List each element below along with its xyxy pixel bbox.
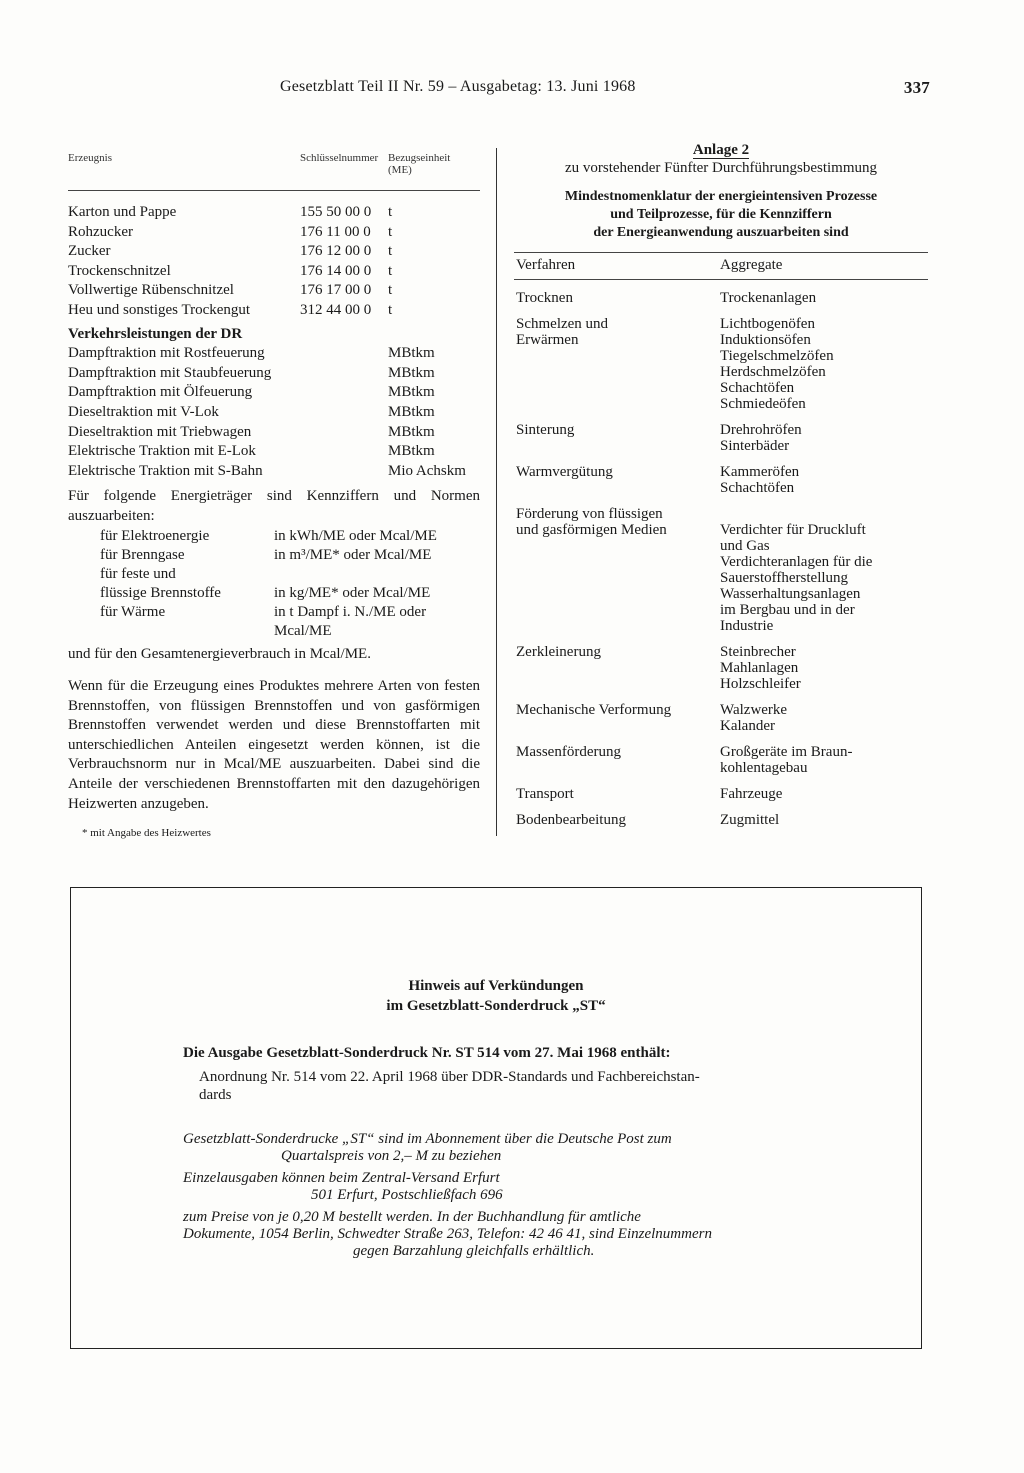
process-unit: kohlentagebau: [720, 760, 808, 776]
product-list: [68, 203, 480, 321]
process-row: [514, 744, 928, 776]
process-unit: Wasserhaltungsanlagen: [720, 586, 861, 602]
energy-row: [100, 622, 480, 641]
process-unit: Verdichteranlagen für die: [720, 554, 873, 570]
process-row: [514, 644, 928, 692]
notice-single-2: 501 Erfurt, Postschließfach 696: [311, 1187, 503, 1203]
product-code: 176 14 00 0: [300, 262, 372, 279]
process-row: [514, 316, 928, 412]
process-unit: Industrie: [720, 618, 774, 634]
process-row: [514, 506, 928, 634]
product-row: [68, 223, 480, 243]
traffic-unit: Mio Achskm: [388, 462, 466, 479]
product-code: 155 50 00 0: [300, 204, 372, 220]
process-unit: im Bergbau und in der: [720, 602, 855, 618]
process-row: [514, 464, 928, 496]
energy-row: [100, 565, 480, 584]
energy-name: flüssige Brennstoffe: [100, 584, 221, 601]
traffic-unit: MBtkm: [388, 345, 435, 362]
product-row: [68, 242, 480, 262]
energy-intro: Für folgende Energieträger sind Kennziffern und Normen auszuarbeiten:: [68, 488, 480, 524]
column-divider: [496, 148, 497, 836]
process-method: Transport: [516, 786, 574, 802]
traffic-name: Dieseltraktion mit V-Lok: [68, 403, 219, 420]
product-code: 176 12 00 0: [300, 243, 372, 260]
col-product: Erzeugnis: [68, 152, 112, 164]
traffic-unit: MBtkm: [388, 423, 435, 440]
energy-row: [100, 546, 480, 565]
process-row: [514, 290, 928, 306]
traffic-row: [68, 462, 480, 482]
energy-unit: in kWh/ME oder Mcal/ME: [274, 527, 437, 544]
traffic-name: Dieseltraktion mit Triebwagen: [68, 423, 252, 440]
col-units: Aggregate: [720, 257, 783, 273]
process-unit: Fahrzeuge: [720, 786, 783, 802]
process-unit: Schmiedeöfen: [720, 396, 806, 412]
traffic-name: Elektrische Traktion mit S-Bahn: [68, 462, 263, 479]
product-name: Heu und sonstiges Trockengut: [68, 301, 251, 318]
energy-row: [100, 527, 480, 546]
notice-title-1: Hinweis auf Verkündungen: [408, 978, 584, 994]
energy-unit: in m³/ME* oder Mcal/ME: [274, 546, 432, 563]
process-unit: Verdichter für Druckluft: [720, 522, 866, 538]
process-method: Bodenbearbeitung: [516, 812, 626, 828]
energy-row: [100, 603, 480, 622]
process-units: [720, 422, 928, 454]
process-method: Mechanische Verformung: [516, 702, 672, 718]
product-unit: t: [388, 262, 393, 279]
section-heading: Verkehrsleistungen der DR: [68, 325, 243, 342]
energy-name: für Wärme: [100, 603, 166, 620]
product-code: 176 11 00 0: [300, 223, 371, 240]
energy-unit: in t Dampf i. N./ME oder: [274, 603, 427, 620]
process-method: Schmelzen und Erwärmen: [516, 316, 609, 348]
product-row: [68, 301, 480, 321]
product-row: [68, 203, 480, 223]
traffic-row: [68, 364, 480, 384]
traffic-row: [68, 423, 480, 443]
notice-box: [70, 887, 922, 1349]
process-unit: Schachtöfen: [720, 380, 795, 396]
process-unit: Kalander: [720, 718, 775, 734]
process-units: [720, 316, 928, 412]
process-unit: Zugmittel: [720, 812, 780, 828]
page-number: 337: [903, 78, 930, 97]
col-method: Verfahren: [516, 257, 576, 273]
process-unit: Steinbrecher: [720, 644, 796, 660]
process-unit: Drehrohröfen: [720, 422, 802, 438]
header-title: Gesetzblatt Teil II Nr. 59 – Ausgabetag: 13. Juni 1968: [280, 78, 636, 95]
process-unit: Tiegelschmelzöfen: [720, 348, 834, 364]
process-units: [720, 744, 928, 776]
notice-price-2: Dokumente, 1054 Berlin, Schwedter Straße 263, Telefon: 42 46 41, sind Einzelnummern: [183, 1226, 712, 1242]
process-method: Warmvergütung: [516, 464, 613, 480]
col-unit: Bezugseinheit (ME): [388, 152, 451, 176]
product-code: 176 17 00 0: [300, 282, 372, 299]
traffic-row: [68, 344, 480, 364]
process-method: Trocknen: [516, 290, 573, 306]
process-unit: Herdschmelzöfen: [720, 364, 826, 380]
process-row: [514, 812, 928, 828]
process-units: [720, 290, 928, 306]
total-consumption: und für den Gesamtenergieverbrauch in Mcal/ME.: [68, 645, 371, 662]
traffic-name: Elektrische Traktion mit E-Lok: [68, 443, 256, 460]
process-unit: Sauerstoffherstellung: [720, 570, 849, 586]
energy-name: für feste und: [100, 565, 176, 582]
product-row: [68, 262, 480, 282]
notice-title-2: im Gesetzblatt-Sonderdruck „ST“: [386, 998, 606, 1014]
traffic-unit: MBtkm: [388, 443, 435, 460]
traffic-row: [68, 403, 480, 423]
notice-issue: Die Ausgabe Gesetzblatt-Sonderdruck Nr. ST 514 vom 27. Mai 1968 enthält:: [183, 1045, 671, 1061]
traffic-unit: MBtkm: [388, 384, 435, 401]
process-unit: Lichtbogenöfen: [720, 316, 815, 332]
process-unit: Großgeräte im Braun-: [720, 744, 853, 760]
process-unit: Schachtöfen: [720, 480, 795, 496]
process-units: [720, 506, 928, 634]
process-units: [720, 786, 928, 802]
process-unit: Sinterbäder: [720, 438, 790, 454]
traffic-row: [68, 442, 480, 462]
process-units: [720, 702, 928, 734]
traffic-name: Dampftraktion mit Staubfeuerung: [68, 364, 272, 381]
left-column: [68, 150, 480, 844]
process-units: [720, 644, 928, 692]
traffic-name: Dampftraktion mit Rostfeuerung: [68, 345, 265, 362]
col-key: Schlüsselnummer: [300, 152, 379, 164]
energy-row: [100, 584, 480, 603]
notice-order-1: Anordnung Nr. 514 vom 22. April 1968 über DDR-Standards und Fachbereichstan-: [199, 1069, 700, 1085]
annex-title: [514, 188, 928, 242]
process-method: Förderung von flüssigen und gasförmigen Medien: [516, 506, 667, 538]
process-method: Zerkleinerung: [516, 644, 601, 660]
product-name: Rohzucker: [68, 223, 133, 240]
product-name: Vollwertige Rübenschnitzel: [68, 282, 234, 299]
fuel-paragraph: Wenn für die Erzeugung eines Produktes mehrere Arten von festen Brennstoffen, von flüssigen Brennstoffen und von gasförmigen Brennstoffen verwendet werden und diese Brennstoffarten mit unterschiedlichen Anteilen eingesetzt werden können, ist die Verbrauchsnorm nur in Mcal/ME auszuarbeiten. Dabei sind die Anteile der verschiedenen Brennstoffarten mit den dazugehörigen Heizwerten anzugeben.: [68, 678, 480, 812]
process-method: Massenförderung: [516, 744, 621, 760]
energy-name: für Brenngase: [100, 546, 185, 563]
product-name: Trockenschnitzel: [68, 262, 171, 279]
product-table-header: [68, 150, 480, 191]
traffic-list: [68, 344, 480, 481]
notice-price-3: gegen Barzahlung gleichfalls erhältlich.: [353, 1243, 595, 1259]
product-code: 312 44 00 0: [300, 301, 372, 318]
process-units: [720, 464, 928, 496]
process-row: [514, 702, 928, 734]
right-column: [514, 142, 928, 828]
process-units: [720, 812, 928, 828]
energy-unit: in kg/ME* oder Mcal/ME: [274, 584, 431, 601]
product-unit: t: [388, 301, 393, 318]
energy-unit: Mcal/ME: [274, 622, 332, 639]
product-row: [68, 281, 480, 301]
process-method: Sinterung: [516, 422, 575, 438]
notice-subscription-2: Quartalspreis von 2,– M zu beziehen: [281, 1148, 502, 1164]
annex-subtitle: zu vorstehender Fünfter Durchführungsbestimmung: [564, 160, 877, 176]
traffic-unit: MBtkm: [388, 364, 435, 381]
process-row: [514, 786, 928, 802]
process-unit: und Gas: [720, 538, 770, 554]
footnote: * mit Angabe des Heizwertes: [82, 827, 211, 840]
notice-subscription-1: Gesetzblatt-Sonderdrucke „ST“ sind im Abonnement über die Deutsche Post zum: [183, 1131, 672, 1147]
process-unit: Kammeröfen: [720, 464, 800, 480]
process-unit: Mahlanlagen: [720, 660, 799, 676]
notice-price-1: zum Preise von je 0,20 M bestellt werden. In der Buchhandlung für amtliche: [183, 1209, 641, 1225]
process-unit: Walzwerke: [720, 702, 788, 718]
notice-order-2: dards: [199, 1087, 232, 1103]
product-unit: t: [388, 282, 393, 299]
product-unit: t: [388, 223, 393, 240]
traffic-name: Dampftraktion mit Ölfeuerung: [68, 384, 253, 401]
product-unit: t: [388, 204, 393, 220]
annex-title-line2: und Teilprozesse, für die Kennziffern: [610, 207, 832, 222]
process-table: [514, 290, 928, 828]
product-unit: t: [388, 243, 393, 260]
traffic-row: [68, 383, 480, 403]
energy-list: [68, 527, 480, 641]
product-name: Zucker: [68, 243, 111, 260]
annex-label-text: Anlage 2: [692, 142, 750, 158]
annex-title-line1: Mindestnomenklatur der energieintensiven Prozesse: [564, 189, 878, 204]
process-unit: Trockenanlagen: [720, 290, 817, 306]
process-unit: [720, 506, 928, 522]
notice-single-1: Einzelausgaben können beim Zentral-Versand Erfurt: [183, 1170, 500, 1186]
process-row: [514, 422, 928, 454]
process-table-header: [514, 252, 928, 280]
annex-label: [514, 142, 928, 158]
energy-name: für Elektroenergie: [100, 527, 210, 544]
annex-title-line3: der Energieanwendung auszuarbeiten sind: [593, 225, 849, 240]
product-name: Karton und Pappe: [68, 204, 177, 220]
process-unit: Induktionsöfen: [720, 332, 811, 348]
traffic-unit: MBtkm: [388, 403, 435, 420]
process-unit: Holzschleifer: [720, 676, 801, 692]
